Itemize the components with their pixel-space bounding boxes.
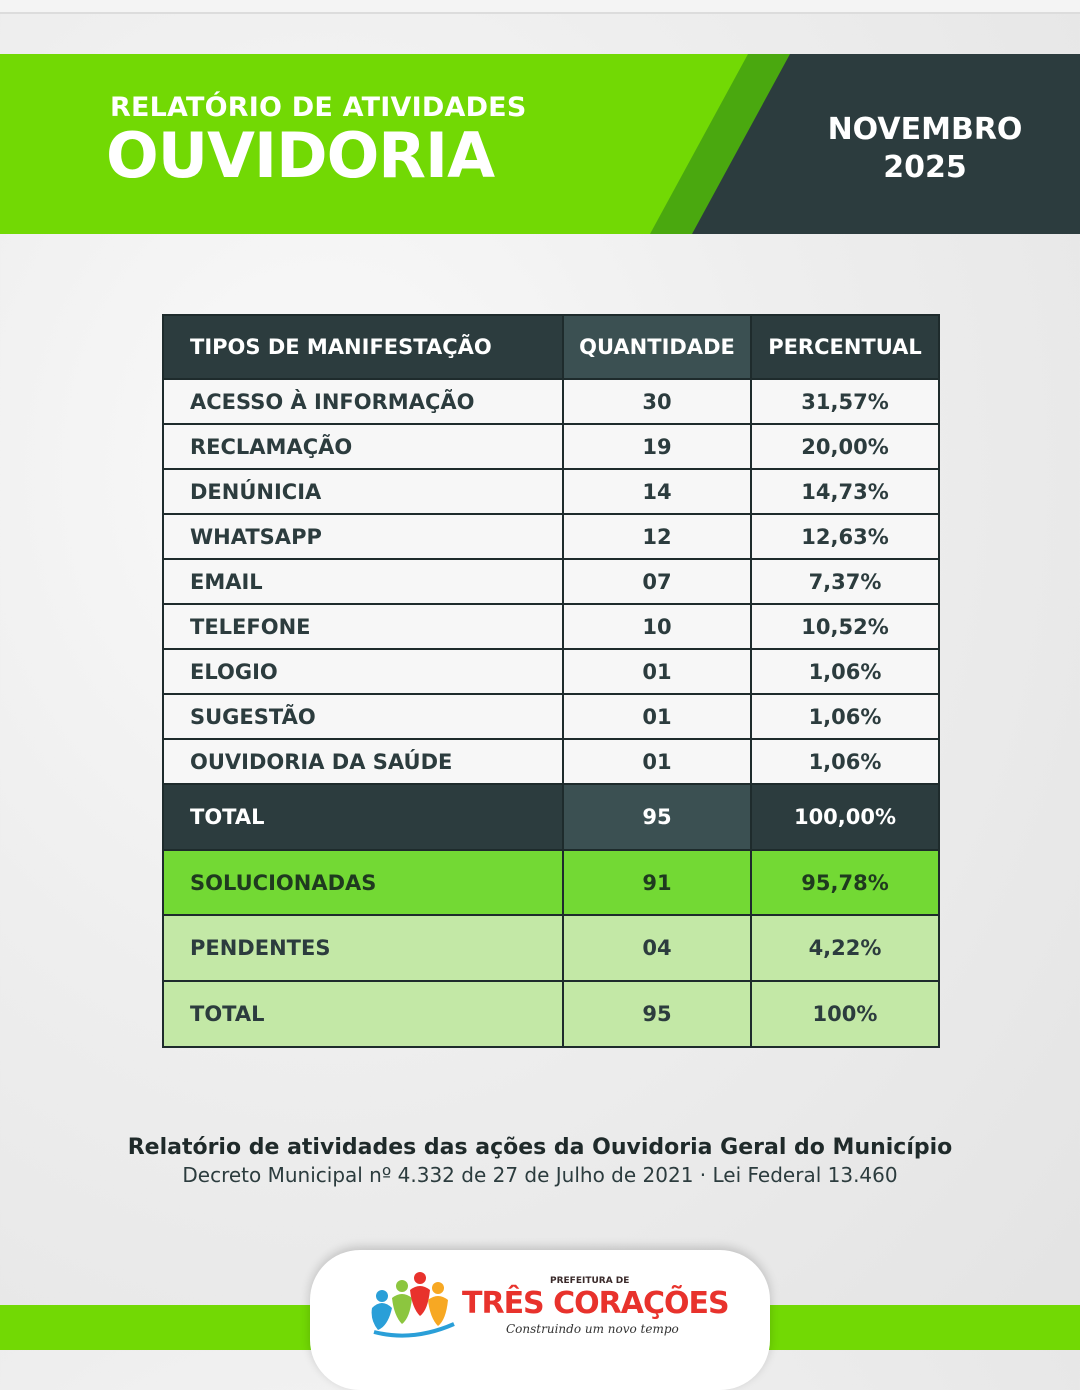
table-row bbox=[163, 514, 939, 559]
report-title: OUVIDORIA bbox=[106, 119, 495, 192]
logo-name: TRÊS CORAÇÕES bbox=[462, 1286, 729, 1321]
footer-legal-reference: Decreto Municipal nº 4.332 de 27 de Julho de 2021 · Lei Federal 13.460 bbox=[182, 1163, 898, 1187]
table-row bbox=[163, 649, 939, 694]
pending-percent: 4,22% bbox=[751, 915, 939, 981]
top-strip bbox=[0, 0, 1080, 12]
total-row bbox=[163, 784, 939, 850]
total-percent: 100,00% bbox=[751, 784, 939, 850]
row-type: SUGESTÃO bbox=[163, 694, 563, 739]
column-header-percent: PERCENTUAL bbox=[751, 315, 939, 379]
logo-prefix: PREFEITURA DE bbox=[550, 1276, 630, 1286]
manifestation-table bbox=[162, 314, 940, 1048]
final-total-percent: 100% bbox=[751, 981, 939, 1047]
report-subtitle: RELATÓRIO DE ATIVIDADES bbox=[110, 92, 527, 123]
row-type: OUVIDORIA DA SAÚDE bbox=[163, 739, 563, 784]
top-divider bbox=[0, 12, 1080, 14]
row-percent: 20,00% bbox=[751, 424, 939, 469]
pending-label: PENDENTES bbox=[163, 915, 563, 981]
pending-quantity: 04 bbox=[563, 915, 751, 981]
people-hearts-icon bbox=[368, 1268, 458, 1338]
solved-percent: 95,78% bbox=[751, 850, 939, 915]
table-row bbox=[163, 559, 939, 604]
municipality-logo bbox=[310, 1250, 770, 1390]
solved-label: SOLUCIONADAS bbox=[163, 850, 563, 915]
row-type: ELOGIO bbox=[163, 649, 563, 694]
table-row bbox=[163, 469, 939, 514]
row-percent: 31,57% bbox=[751, 379, 939, 424]
column-header-type: TIPOS DE MANIFESTAÇÃO bbox=[163, 315, 563, 379]
row-percent: 14,73% bbox=[751, 469, 939, 514]
table-row bbox=[163, 379, 939, 424]
row-quantity: 01 bbox=[563, 694, 751, 739]
row-type: DENÚNICIA bbox=[163, 469, 563, 514]
row-type: EMAIL bbox=[163, 559, 563, 604]
row-quantity: 01 bbox=[563, 649, 751, 694]
column-header-quantity: QUANTIDADE bbox=[563, 315, 751, 379]
table-header-row bbox=[163, 315, 939, 379]
final-total-label: TOTAL bbox=[163, 981, 563, 1047]
row-quantity: 10 bbox=[563, 604, 751, 649]
pending-row bbox=[163, 915, 939, 981]
table-row bbox=[163, 694, 939, 739]
row-percent: 1,06% bbox=[751, 694, 939, 739]
report-year: 2025 bbox=[883, 150, 967, 185]
footer-description: Relatório de atividades das ações da Ouvidoria Geral do Município bbox=[127, 1135, 953, 1160]
row-type: ACESSO À INFORMAÇÃO bbox=[163, 379, 563, 424]
row-type: RECLAMAÇÃO bbox=[163, 424, 563, 469]
logo-slogan: Construindo um novo tempo bbox=[506, 1322, 679, 1336]
row-percent: 10,52% bbox=[751, 604, 939, 649]
total-quantity: 95 bbox=[563, 784, 751, 850]
row-quantity: 14 bbox=[563, 469, 751, 514]
solved-quantity: 91 bbox=[563, 850, 751, 915]
final-total-quantity: 95 bbox=[563, 981, 751, 1047]
row-quantity: 12 bbox=[563, 514, 751, 559]
header-banner bbox=[0, 54, 1080, 234]
solved-row bbox=[163, 850, 939, 915]
row-quantity: 19 bbox=[563, 424, 751, 469]
total-label: TOTAL bbox=[163, 784, 563, 850]
row-percent: 1,06% bbox=[751, 649, 939, 694]
row-quantity: 30 bbox=[563, 379, 751, 424]
table-row bbox=[163, 604, 939, 649]
final-total-row bbox=[163, 981, 939, 1047]
table-row bbox=[163, 739, 939, 784]
row-type: WHATSAPP bbox=[163, 514, 563, 559]
row-type: TELEFONE bbox=[163, 604, 563, 649]
row-percent: 12,63% bbox=[751, 514, 939, 559]
row-quantity: 01 bbox=[563, 739, 751, 784]
row-percent: 1,06% bbox=[751, 739, 939, 784]
report-month: NOVEMBRO bbox=[827, 112, 1023, 147]
row-percent: 7,37% bbox=[751, 559, 939, 604]
row-quantity: 07 bbox=[563, 559, 751, 604]
table-row bbox=[163, 424, 939, 469]
